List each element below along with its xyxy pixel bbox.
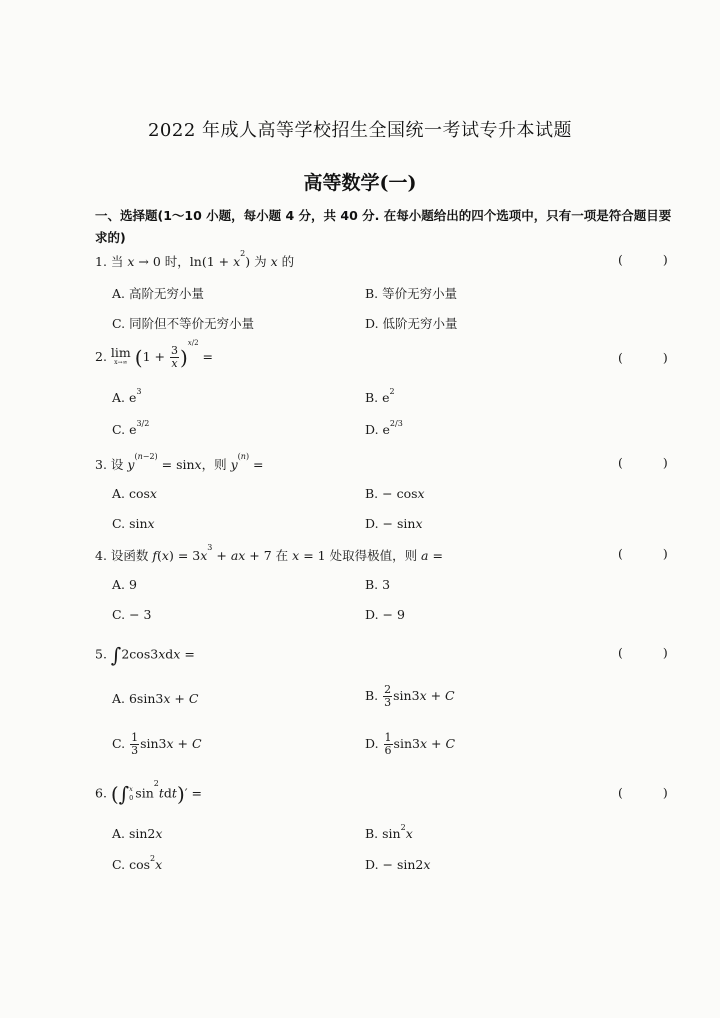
- option-1d[interactable]: D. 低阶无穷小量: [365, 316, 458, 331]
- option-6c[interactable]: C. $\cos^2x$: [112, 854, 163, 872]
- option-2d[interactable]: D. $e^{2/3}$: [365, 419, 403, 437]
- answer-blank-3[interactable]: ( ): [618, 455, 686, 470]
- option-4a[interactable]: A. 9: [112, 577, 137, 592]
- limit-subscript: x→∞: [114, 358, 128, 366]
- answer-blank-5[interactable]: ( ): [618, 645, 686, 660]
- option-3b[interactable]: B. − cosx: [365, 486, 425, 501]
- option-5c[interactable]: C. $\frac{1}{3}$ sin3x + C: [112, 731, 202, 757]
- question-number: 3.: [95, 457, 107, 472]
- question-number: 2.: [95, 349, 107, 364]
- section-heading: 一、选择题(1～10 小题，每小题 4 分，共 40 分. 在每小题给出的四个选项中，只有一项是符合题目要求的): [95, 208, 672, 245]
- option-2a[interactable]: A. $e^3$: [112, 387, 142, 405]
- answer-blank-6[interactable]: ( ): [618, 785, 686, 800]
- option-1c[interactable]: C. 同阶但不等价无穷小量: [112, 316, 255, 331]
- answer-blank-2[interactable]: ( ): [618, 350, 686, 365]
- option-4d[interactable]: D. − 9: [365, 607, 405, 622]
- option-5a[interactable]: A. 6sin3x + C: [112, 691, 199, 706]
- question-number: 6.: [95, 785, 107, 801]
- answer-blank-1[interactable]: ( ): [618, 252, 686, 267]
- option-6d[interactable]: D. − sin2x: [365, 857, 431, 872]
- question-5-stem: 5. ∫2cos3xdx =: [95, 643, 195, 667]
- option-3a[interactable]: A. cosx: [112, 486, 157, 501]
- page-subtitle: 高等数学(一): [303, 172, 417, 194]
- question-6-stem: 6. (∫ x 0 $\sin^2tdt)'$ =: [95, 779, 203, 806]
- question-number: 1.: [95, 254, 107, 269]
- option-6b[interactable]: B. $\sin^2x$: [365, 823, 413, 841]
- question-4-stem: 4. 设函数 $f(x) = 3x^3$ + ax + 7 在 x = 1 处取得极值，则 a =: [95, 543, 443, 563]
- option-4c[interactable]: C. − 3: [112, 607, 152, 622]
- answer-blank-4[interactable]: ( ): [618, 546, 686, 561]
- option-3c[interactable]: C. sinx: [112, 516, 155, 531]
- option-5b[interactable]: B. $\frac{2}{3}$ sin3x + C: [365, 683, 455, 709]
- option-5d[interactable]: D. $\frac{1}{6}$ sin3x + C: [365, 731, 456, 757]
- question-number: 5.: [95, 646, 107, 662]
- option-4b[interactable]: B. 3: [365, 577, 391, 592]
- page-title: 2022 年成人高等学校招生全国统一考试专升本试题: [147, 120, 573, 141]
- option-1a[interactable]: A. 高阶无穷小量: [112, 286, 204, 301]
- question-1-stem: 1. 当 x → 0 时，$\ln(1 + x^2)$ 为 x 的: [95, 249, 295, 269]
- option-1b[interactable]: B. 等价无穷小量: [365, 286, 458, 301]
- option-2b[interactable]: B. $e^2$: [365, 387, 395, 405]
- option-6a[interactable]: A. sin2x: [112, 826, 163, 841]
- option-3d[interactable]: D. − sinx: [365, 516, 423, 531]
- option-2c[interactable]: C. $e^{3/2}$: [112, 419, 150, 437]
- question-3-stem: 3. 设 $y^{(n-2)} = \sin x$，则 $y^{(n)}$ =: [95, 452, 264, 472]
- question-2-stem: 2. lim x→∞ (1 + $\frac{3}{x}$ )$^{x/2}$ =: [95, 339, 213, 370]
- question-number: 4.: [95, 548, 107, 563]
